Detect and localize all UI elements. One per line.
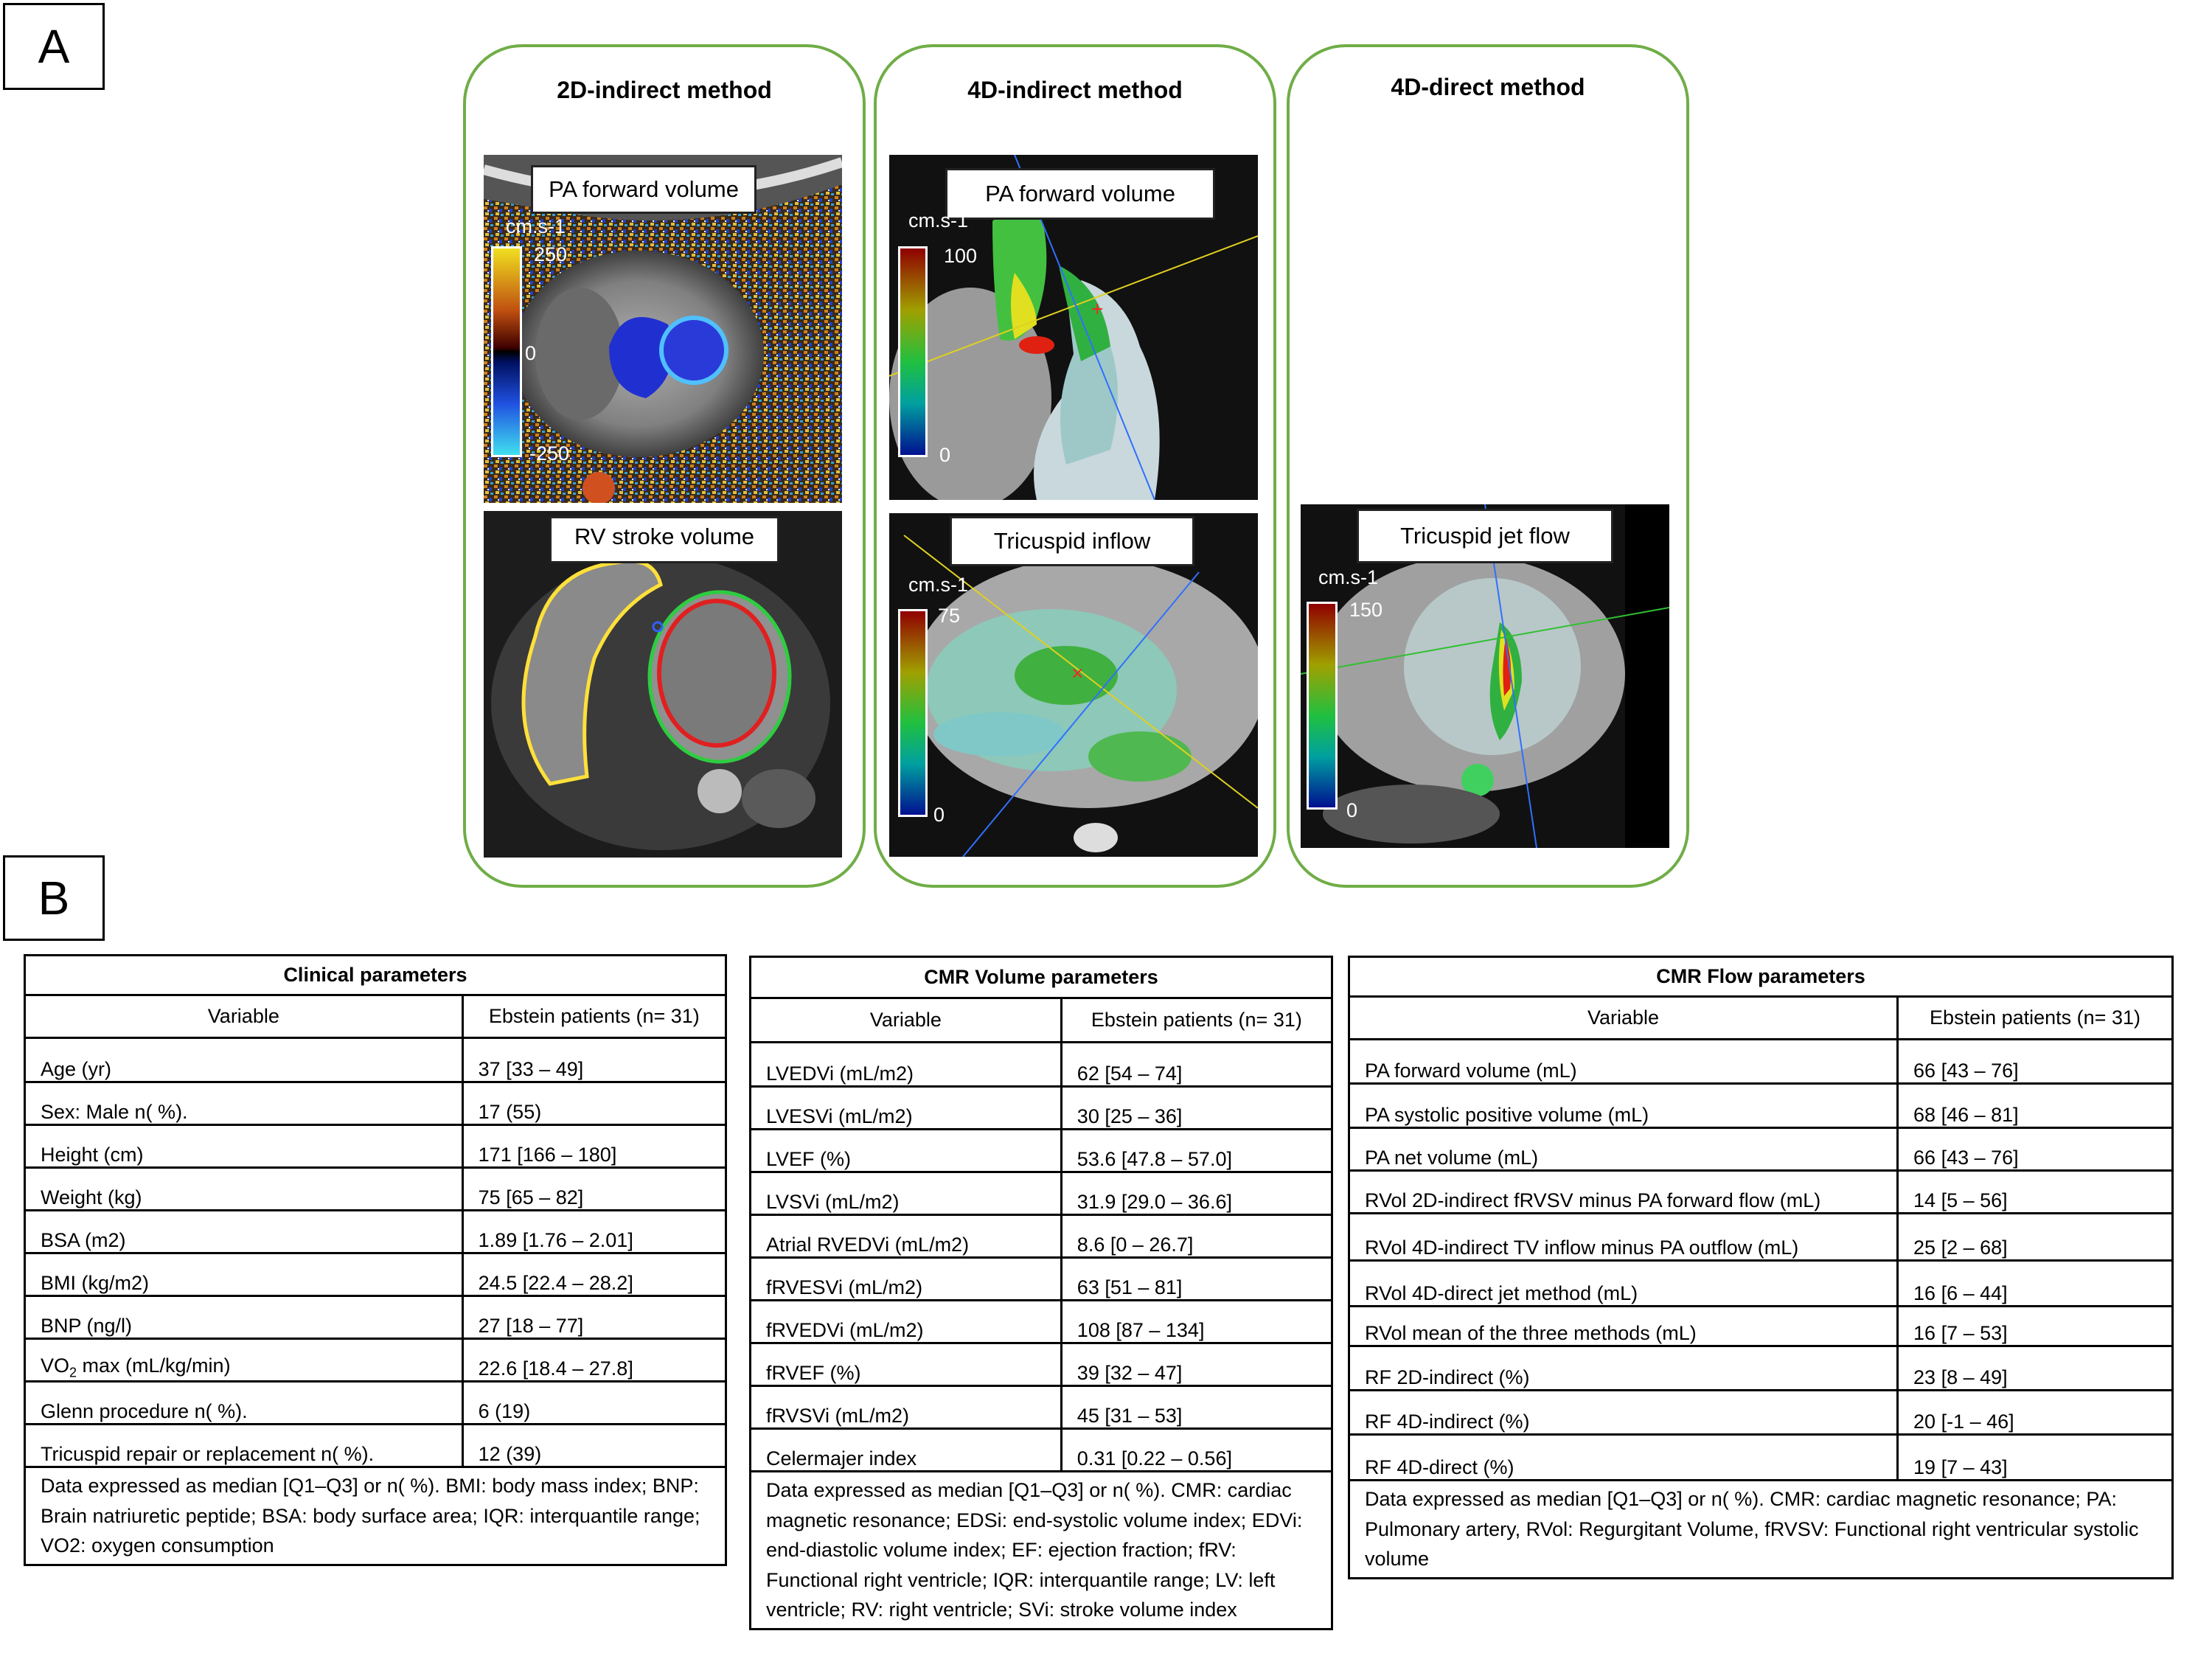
cell-variable: fRVSVi (mL/m2) xyxy=(751,1386,1062,1429)
cell-variable: RF 4D-indirect (%) xyxy=(1349,1391,1898,1435)
cell-value: 16 [7 – 53] xyxy=(1898,1307,2173,1346)
table-row xyxy=(25,1082,726,1125)
table-row xyxy=(25,1038,726,1082)
svg-text:+: + xyxy=(1091,300,1105,319)
colorbar-tricuspid-jet xyxy=(1307,602,1338,810)
cell-value: 14 [5 – 56] xyxy=(1898,1171,2173,1214)
col-header-patients: Ebstein patients (n= 31) xyxy=(1898,997,2173,1040)
col-header-variable: Variable xyxy=(1349,997,1898,1040)
table-clinical-parameters xyxy=(24,954,727,1566)
table-row xyxy=(751,1087,1332,1130)
colorbar-4d-pa xyxy=(898,246,928,457)
cell-variable: LVEF (%) xyxy=(751,1130,1062,1172)
col-header-patients: Ebstein patients (n= 31) xyxy=(462,995,726,1038)
panel-a-label: A xyxy=(3,3,105,90)
table-row xyxy=(1349,1346,2173,1391)
table-row xyxy=(25,1168,726,1211)
cell-variable: Tricuspid repair or replacement n( %). xyxy=(25,1425,463,1467)
cell-value: 53.6 [47.8 – 57.0] xyxy=(1061,1130,1332,1172)
cell-value: 45 [31 – 53] xyxy=(1061,1386,1332,1429)
cell-value: 37 [33 – 49] xyxy=(462,1038,726,1082)
caption-rv-stroke-volume: RV stroke volume xyxy=(549,516,779,563)
cell-value: 24.5 [22.4 – 28.2] xyxy=(462,1253,726,1296)
table-row xyxy=(25,1125,726,1168)
table-title-clinical: Clinical parameters xyxy=(25,956,726,995)
table-row xyxy=(751,1215,1332,1258)
cell-value: 63 [51 – 81] xyxy=(1061,1258,1332,1301)
cell-value: 30 [25 – 36] xyxy=(1061,1087,1332,1130)
colorbar-jet-max: 150 xyxy=(1349,599,1383,621)
cell-value: 19 [7 – 43] xyxy=(1898,1435,2173,1481)
colorbar-unit-4d-pa: cm.s-1 xyxy=(908,209,968,232)
table-footnote-volume: Data expressed as median [Q1–Q3] or n( %). CMR: cardiac magnetic resonance; EDSi: end-systolic volume index; EDVi: end-diastolic volume index; EF: ejection fraction; fRV: Functional right ventricle; IQR: interquantile range; LV: left ventricle; RV: right ventricle; SVi: stroke volume index xyxy=(751,1472,1332,1630)
table-row xyxy=(25,1211,726,1253)
table-row xyxy=(25,1339,726,1382)
cell-value: 68 [46 – 81] xyxy=(1898,1084,2173,1128)
col-header-variable: Variable xyxy=(751,998,1062,1043)
cell-variable: RF 2D-indirect (%) xyxy=(1349,1346,1898,1391)
colorbar-inflow-max: 75 xyxy=(938,605,961,627)
cell-value: 27 [18 – 77] xyxy=(462,1296,726,1339)
colorbar-4d-pa-min: 0 xyxy=(939,444,951,466)
cell-variable: $VO_2$ max (mL/kg/min) xyxy=(25,1339,463,1382)
colorbar-2d-mid: 0 xyxy=(525,342,537,364)
cell-variable: Atrial RVEDVi (mL/m2) xyxy=(751,1215,1062,1258)
table-row xyxy=(751,1301,1332,1343)
table-row xyxy=(751,1343,1332,1386)
cell-value: 22.6 [18.4 – 27.8] xyxy=(462,1339,726,1382)
cell-value: 62 [54 – 74] xyxy=(1061,1043,1332,1087)
cell-variable: PA net volume (mL) xyxy=(1349,1128,1898,1171)
table-row xyxy=(751,1172,1332,1215)
cell-variable: Glenn procedure n( %). xyxy=(25,1382,463,1425)
col-header-variable: Variable xyxy=(25,995,463,1038)
table-row xyxy=(1349,1435,2173,1481)
cell-value: 17 (55) xyxy=(462,1082,726,1125)
method-title-2d-indirect: 2D-indirect method xyxy=(557,77,772,103)
colorbar-2d-max: 250 xyxy=(534,243,568,265)
method-title-4d-direct: 4D-direct method xyxy=(1391,74,1585,100)
cell-variable: LVEDVi (mL/m2) xyxy=(751,1043,1062,1087)
colorbar-2d-pa xyxy=(491,246,522,457)
cell-value: 16 [6 – 44] xyxy=(1898,1261,2173,1307)
table-footnote-flow: Data expressed as median [Q1–Q3] or n( %). CMR: cardiac magnetic resonance; PA: Pulmonary artery, RVol: Regurgitant Volume, fRVSV: Functional right ventricular systolic volume xyxy=(1349,1481,2173,1579)
cell-value: 20 [-1 – 46] xyxy=(1898,1391,2173,1435)
colorbar-unit-jet: cm.s-1 xyxy=(1318,566,1378,588)
caption-tricuspid-inflow: Tricuspid inflow xyxy=(950,516,1194,566)
cell-value: 0.31 [0.22 – 0.56] xyxy=(1061,1429,1332,1472)
cell-variable: Weight (kg) xyxy=(25,1168,463,1211)
cell-variable: BSA (m2) xyxy=(25,1211,463,1253)
cell-value: 31.9 [29.0 – 36.6] xyxy=(1061,1172,1332,1215)
table-row xyxy=(25,1253,726,1296)
colorbar-unit-2d: cm.s-1 xyxy=(506,215,566,237)
colorbar-jet-min: 0 xyxy=(1346,799,1358,821)
table-footnote-clinical: Data expressed as median [Q1–Q3] or n( %). BMI: body mass index; BNP: Brain natriuretic peptide; BSA: body surface area; IQR: interquantile range; VO2: oxygen consumption xyxy=(25,1467,726,1565)
table-row xyxy=(751,1429,1332,1472)
cell-value: 1.89 [1.76 – 2.01] xyxy=(462,1211,726,1253)
table-row xyxy=(751,1386,1332,1429)
table-cmr-volume-parameters xyxy=(749,956,1333,1630)
table-row xyxy=(1349,1171,2173,1214)
cell-variable: PA systolic positive volume (mL) xyxy=(1349,1084,1898,1128)
cell-variable: Age (yr) xyxy=(25,1038,463,1082)
cell-variable: BMI (kg/m2) xyxy=(25,1253,463,1296)
caption-tricuspid-jet-flow: Tricuspid jet flow xyxy=(1357,509,1613,563)
table-row xyxy=(751,1258,1332,1301)
cell-variable: BNP (ng/l) xyxy=(25,1296,463,1339)
cell-value: 8.6 [0 – 26.7] xyxy=(1061,1215,1332,1258)
svg-text:×: × xyxy=(1071,664,1085,683)
table-row xyxy=(1349,1307,2173,1346)
cell-value: 75 [65 – 82] xyxy=(462,1168,726,1211)
table-row xyxy=(1349,1261,2173,1307)
cell-variable: fRVEDVi (mL/m2) xyxy=(751,1301,1062,1343)
panel-b-label: B xyxy=(3,855,105,941)
cell-value: 12 (39) xyxy=(462,1425,726,1467)
cell-value: 25 [2 – 68] xyxy=(1898,1214,2173,1261)
colorbar-4d-pa-max: 100 xyxy=(944,245,978,267)
cell-variable: Celermajer index xyxy=(751,1429,1062,1472)
table-cmr-flow-parameters xyxy=(1348,956,2174,1579)
cell-variable: LVESVi (mL/m2) xyxy=(751,1087,1062,1130)
table-row xyxy=(1349,1084,2173,1128)
table-row xyxy=(1349,1214,2173,1261)
table-row xyxy=(1349,1128,2173,1171)
colorbar-tricuspid-inflow xyxy=(898,609,928,817)
caption-pa-forward-volume-2d: PA forward volume xyxy=(531,165,757,214)
table-row xyxy=(25,1296,726,1339)
cell-value: 66 [43 – 76] xyxy=(1898,1040,2173,1084)
cell-value: 23 [8 – 49] xyxy=(1898,1346,2173,1391)
cell-value: 66 [43 – 76] xyxy=(1898,1128,2173,1171)
colorbar-2d-min: -250 xyxy=(529,442,570,465)
cell-value: 108 [87 – 134] xyxy=(1061,1301,1332,1343)
cell-value: 171 [166 – 180] xyxy=(462,1125,726,1168)
cell-variable: RVol mean of the three methods (mL) xyxy=(1349,1307,1898,1346)
method-title-4d-indirect: 4D-indirect method xyxy=(967,77,1183,103)
cell-variable: RVol 4D-direct jet method (mL) xyxy=(1349,1261,1898,1307)
table-row xyxy=(1349,1040,2173,1084)
colorbar-inflow-min: 0 xyxy=(933,804,945,826)
cell-variable: fRVEF (%) xyxy=(751,1343,1062,1386)
table-row xyxy=(751,1130,1332,1172)
table-title-volume: CMR Volume parameters xyxy=(751,957,1332,998)
table-row xyxy=(25,1425,726,1467)
cell-variable: LVSVi (mL/m2) xyxy=(751,1172,1062,1215)
col-header-patients: Ebstein patients (n= 31) xyxy=(1061,998,1332,1043)
cell-variable: RF 4D-direct (%) xyxy=(1349,1435,1898,1481)
cell-variable: RVol 4D-indirect TV inflow minus PA outflow (mL) xyxy=(1349,1214,1898,1261)
table-row xyxy=(1349,1391,2173,1435)
table-row xyxy=(751,1043,1332,1087)
table-row xyxy=(25,1382,726,1425)
table-title-flow: CMR Flow parameters xyxy=(1349,957,2173,997)
colorbar-unit-inflow: cm.s-1 xyxy=(908,574,968,596)
cell-variable: RVol 2D-indirect fRVSV minus PA forward flow (mL) xyxy=(1349,1171,1898,1214)
cell-variable: Height (cm) xyxy=(25,1125,463,1168)
cell-variable: fRVESVi (mL/m2) xyxy=(751,1258,1062,1301)
caption-pa-forward-volume-4d: PA forward volume xyxy=(945,168,1215,220)
cell-value: 6 (19) xyxy=(462,1382,726,1425)
cell-value: 39 [32 – 47] xyxy=(1061,1343,1332,1386)
cell-variable: PA forward volume (mL) xyxy=(1349,1040,1898,1084)
cell-variable: Sex: Male n( %). xyxy=(25,1082,463,1125)
